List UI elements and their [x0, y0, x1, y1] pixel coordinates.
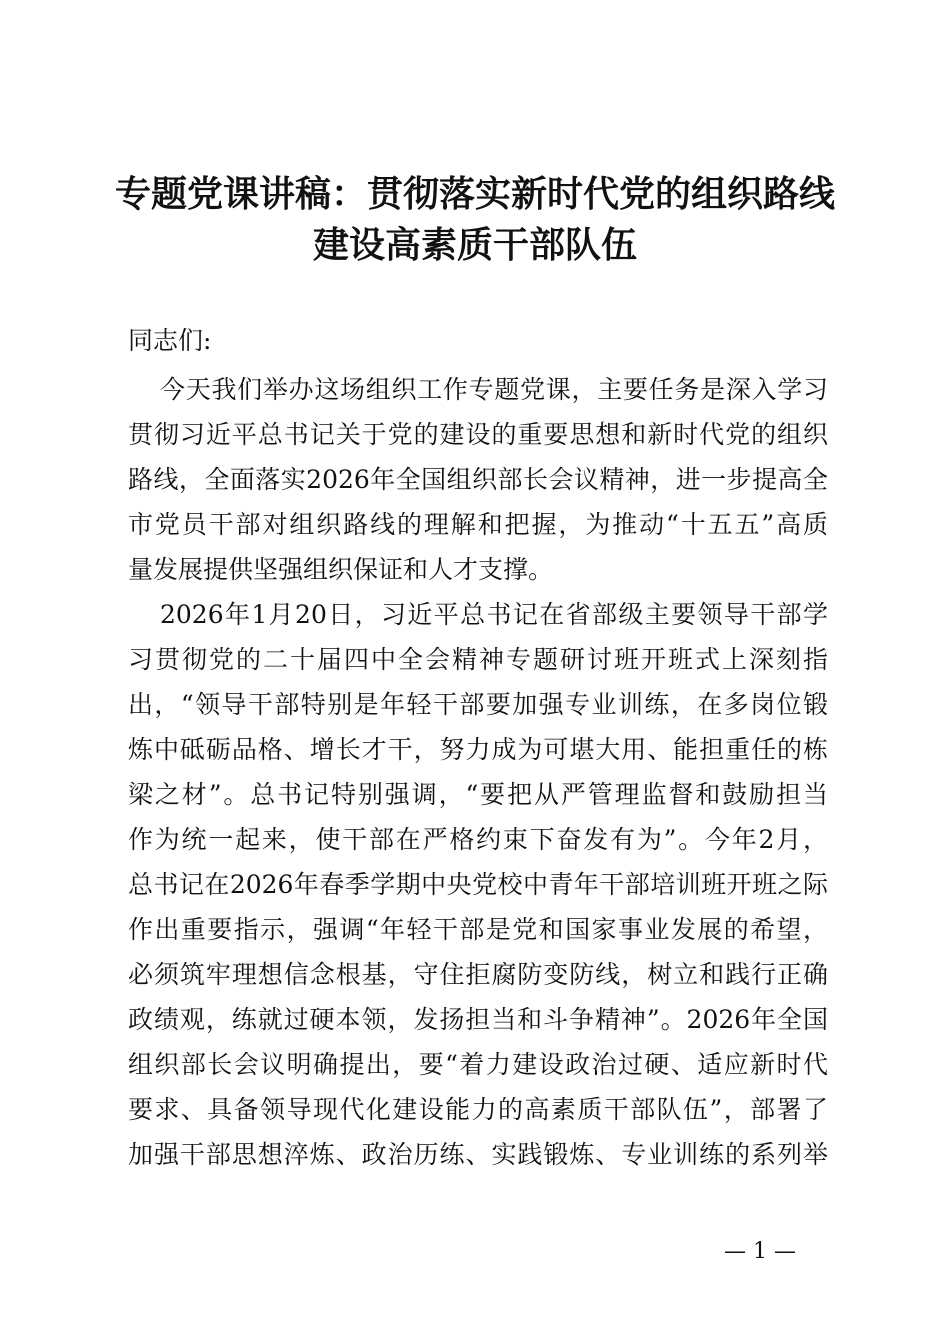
- paragraph-line: 必须筑牢理想信念根基，守住拒腐防变防线，树立和践行正确: [128, 960, 828, 989]
- paragraph-line: 组织部长会议明确提出，要“着力建设政治过硬、适应新时代: [128, 1050, 828, 1079]
- paragraph-line: 量发展提供坚强组织保证和人才支撑。: [128, 555, 554, 584]
- paragraph-line: 市党员干部对组织路线的理解和把握，为推动“十五五”高质: [128, 510, 828, 539]
- document-title-line-1: 专题党课讲稿：贯彻落实新时代党的组织路线: [114, 174, 835, 215]
- page-number: — 1 —: [724, 1239, 796, 1264]
- paragraph-line: 习贯彻党的二十届四中全会精神专题研讨班开班式上深刻指: [128, 645, 828, 674]
- paragraph-line: 加强干部思想淬炼、政治历练、实践锻炼、专业训练的系列举: [128, 1140, 828, 1169]
- paragraph-line: 路线，全面落实2026年全国组织部长会议精神，进一步提高全: [128, 465, 828, 494]
- paragraph-line: 作出重要指示，强调“年轻干部是党和国家事业发展的希望，: [128, 915, 828, 944]
- paragraph-line: 要求、具备领导现代化建设能力的高素质干部队伍”，部署了: [128, 1095, 828, 1124]
- salutation: 同志们:: [128, 326, 212, 355]
- paragraph-line: 今天我们举办这场组织工作专题党课，主要任务是深入学习: [160, 375, 828, 404]
- paragraph-line: 炼中砥砺品格、增长才干，努力成为可堪大用、能担重任的栋: [128, 735, 828, 764]
- paragraph-line: 总书记在2026年春季学期中央党校中青年干部培训班开班之际: [128, 870, 828, 899]
- paragraph-line: 贯彻习近平总书记关于党的建设的重要思想和新时代党的组织: [128, 420, 828, 449]
- document-title-line-2: 建设高素质干部队伍: [312, 225, 637, 266]
- paragraph-line: 2026年1月20日，习近平总书记在省部级主要领导干部学: [160, 600, 828, 629]
- paragraph-line: 梁之材”。总书记特别强调，“要把从严管理监督和鼓励担当: [128, 780, 828, 809]
- paragraph-line: 政绩观，练就过硬本领，发扬担当和斗争精神”。2026年全国: [128, 1005, 828, 1034]
- paragraph-line: 作为统一起来，使干部在严格约束下奋发有为”。今年2月，: [128, 825, 828, 854]
- paragraph-line: 出，“领导干部特别是年轻干部要加强专业训练，在多岗位锻: [128, 690, 828, 719]
